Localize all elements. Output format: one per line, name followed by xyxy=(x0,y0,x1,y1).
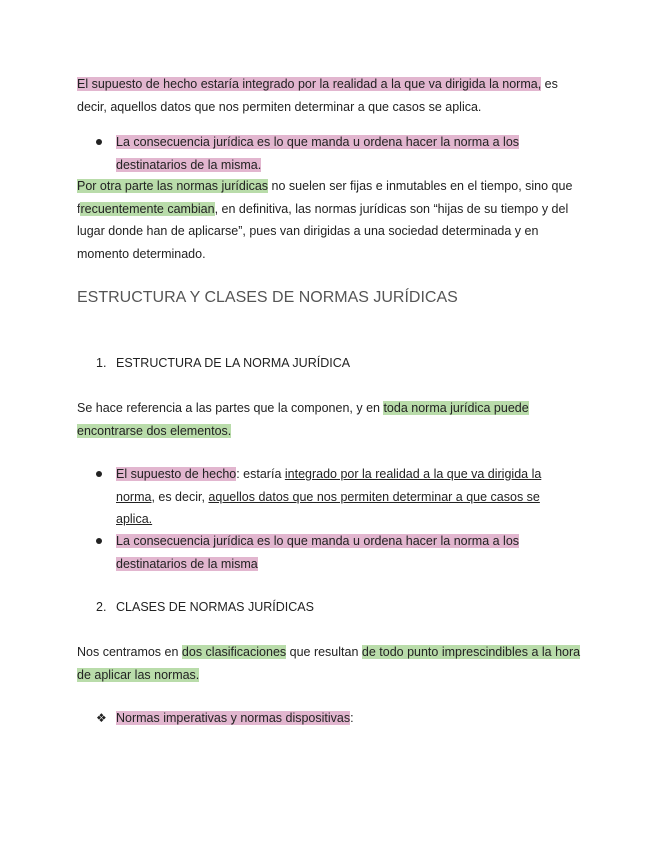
bullet-dot-icon xyxy=(96,131,102,154)
subheading-estructura: ESTRUCTURA DE LA NORMA JURÍDICA xyxy=(116,356,351,370)
bullet-supuesto-hecho xyxy=(116,463,566,531)
highlight-pink: El supuesto de hecho xyxy=(116,467,237,481)
bullet-text: : xyxy=(350,711,354,725)
paragraph-text: Nos centramos en xyxy=(77,645,182,659)
bullet-dot-icon xyxy=(96,463,102,486)
bullet-dot-icon xyxy=(96,530,102,553)
highlight-pink: La consecuencia jurídica es lo que manda u ordena hacer la norma a los destinatarios de la misma. xyxy=(116,135,520,172)
paragraph-normas-cambian xyxy=(77,175,587,265)
highlight-green: recuentemente cambian xyxy=(80,201,215,216)
subheading-clases: CLASES DE NORMAS JURÍDICAS xyxy=(116,600,314,614)
paragraph-partes xyxy=(77,397,587,442)
highlight-green: de todo punto imprescindibles a la hora de aplicar las normas. xyxy=(77,645,581,682)
paragraph-text: no suelen ser fijas e inmutables en el tiempo, sino que f xyxy=(77,179,573,216)
diamond-bullet-icon: ❖ xyxy=(96,711,107,725)
bullet-consecuencia-2 xyxy=(116,530,566,575)
list-number: 1. xyxy=(96,356,107,370)
bullet-text: : estaría xyxy=(236,467,285,481)
highlight-green: Por otra parte las normas jurídicas xyxy=(77,179,269,193)
bullet-consecuencia xyxy=(116,131,566,176)
highlight-green: dos clasificaciones xyxy=(181,645,287,659)
paragraph-text: , en definitiva, las normas jurídicas son “hijas de su tiempo y del lugar donde han de aplicarse”, pues van dirigidas a una sociedad determinada y en momento determinado. xyxy=(77,201,569,261)
highlight-green: toda norma jurídica puede encontrarse dos elementos. xyxy=(77,401,529,438)
highlight-pink: La consecuencia jurídica es lo que manda u ordena hacer la norma a los destinatarios de la misma xyxy=(116,534,520,571)
list-number: 2. xyxy=(96,600,107,614)
paragraph-supuesto-hecho xyxy=(77,73,587,118)
bullet-text: , es decir, xyxy=(151,489,209,504)
highlight-pink: Normas imperativas y normas dispositivas xyxy=(116,711,351,725)
highlight-pink: El supuesto de hecho estaría integrado por la realidad a la que va dirigida la norma, xyxy=(77,77,542,91)
paragraph-text: Se hace referencia a las partes que la componen, y en xyxy=(77,401,384,415)
section-heading: ESTRUCTURA Y CLASES DE NORMAS JURÍDICAS xyxy=(77,289,458,306)
underlined-text: integrado por la realidad a la que va dirigida la norma xyxy=(116,467,542,504)
underlined-text: aquellos datos que nos permiten determinar a que casos se aplica. xyxy=(116,489,540,526)
bullet-normas-imperativas xyxy=(116,707,566,730)
paragraph-clasificaciones xyxy=(77,641,587,686)
paragraph-text: que resultan xyxy=(286,645,362,659)
paragraph-text: es decir, aquellos datos que nos permiten determinar a que casos se aplica. xyxy=(77,77,558,114)
